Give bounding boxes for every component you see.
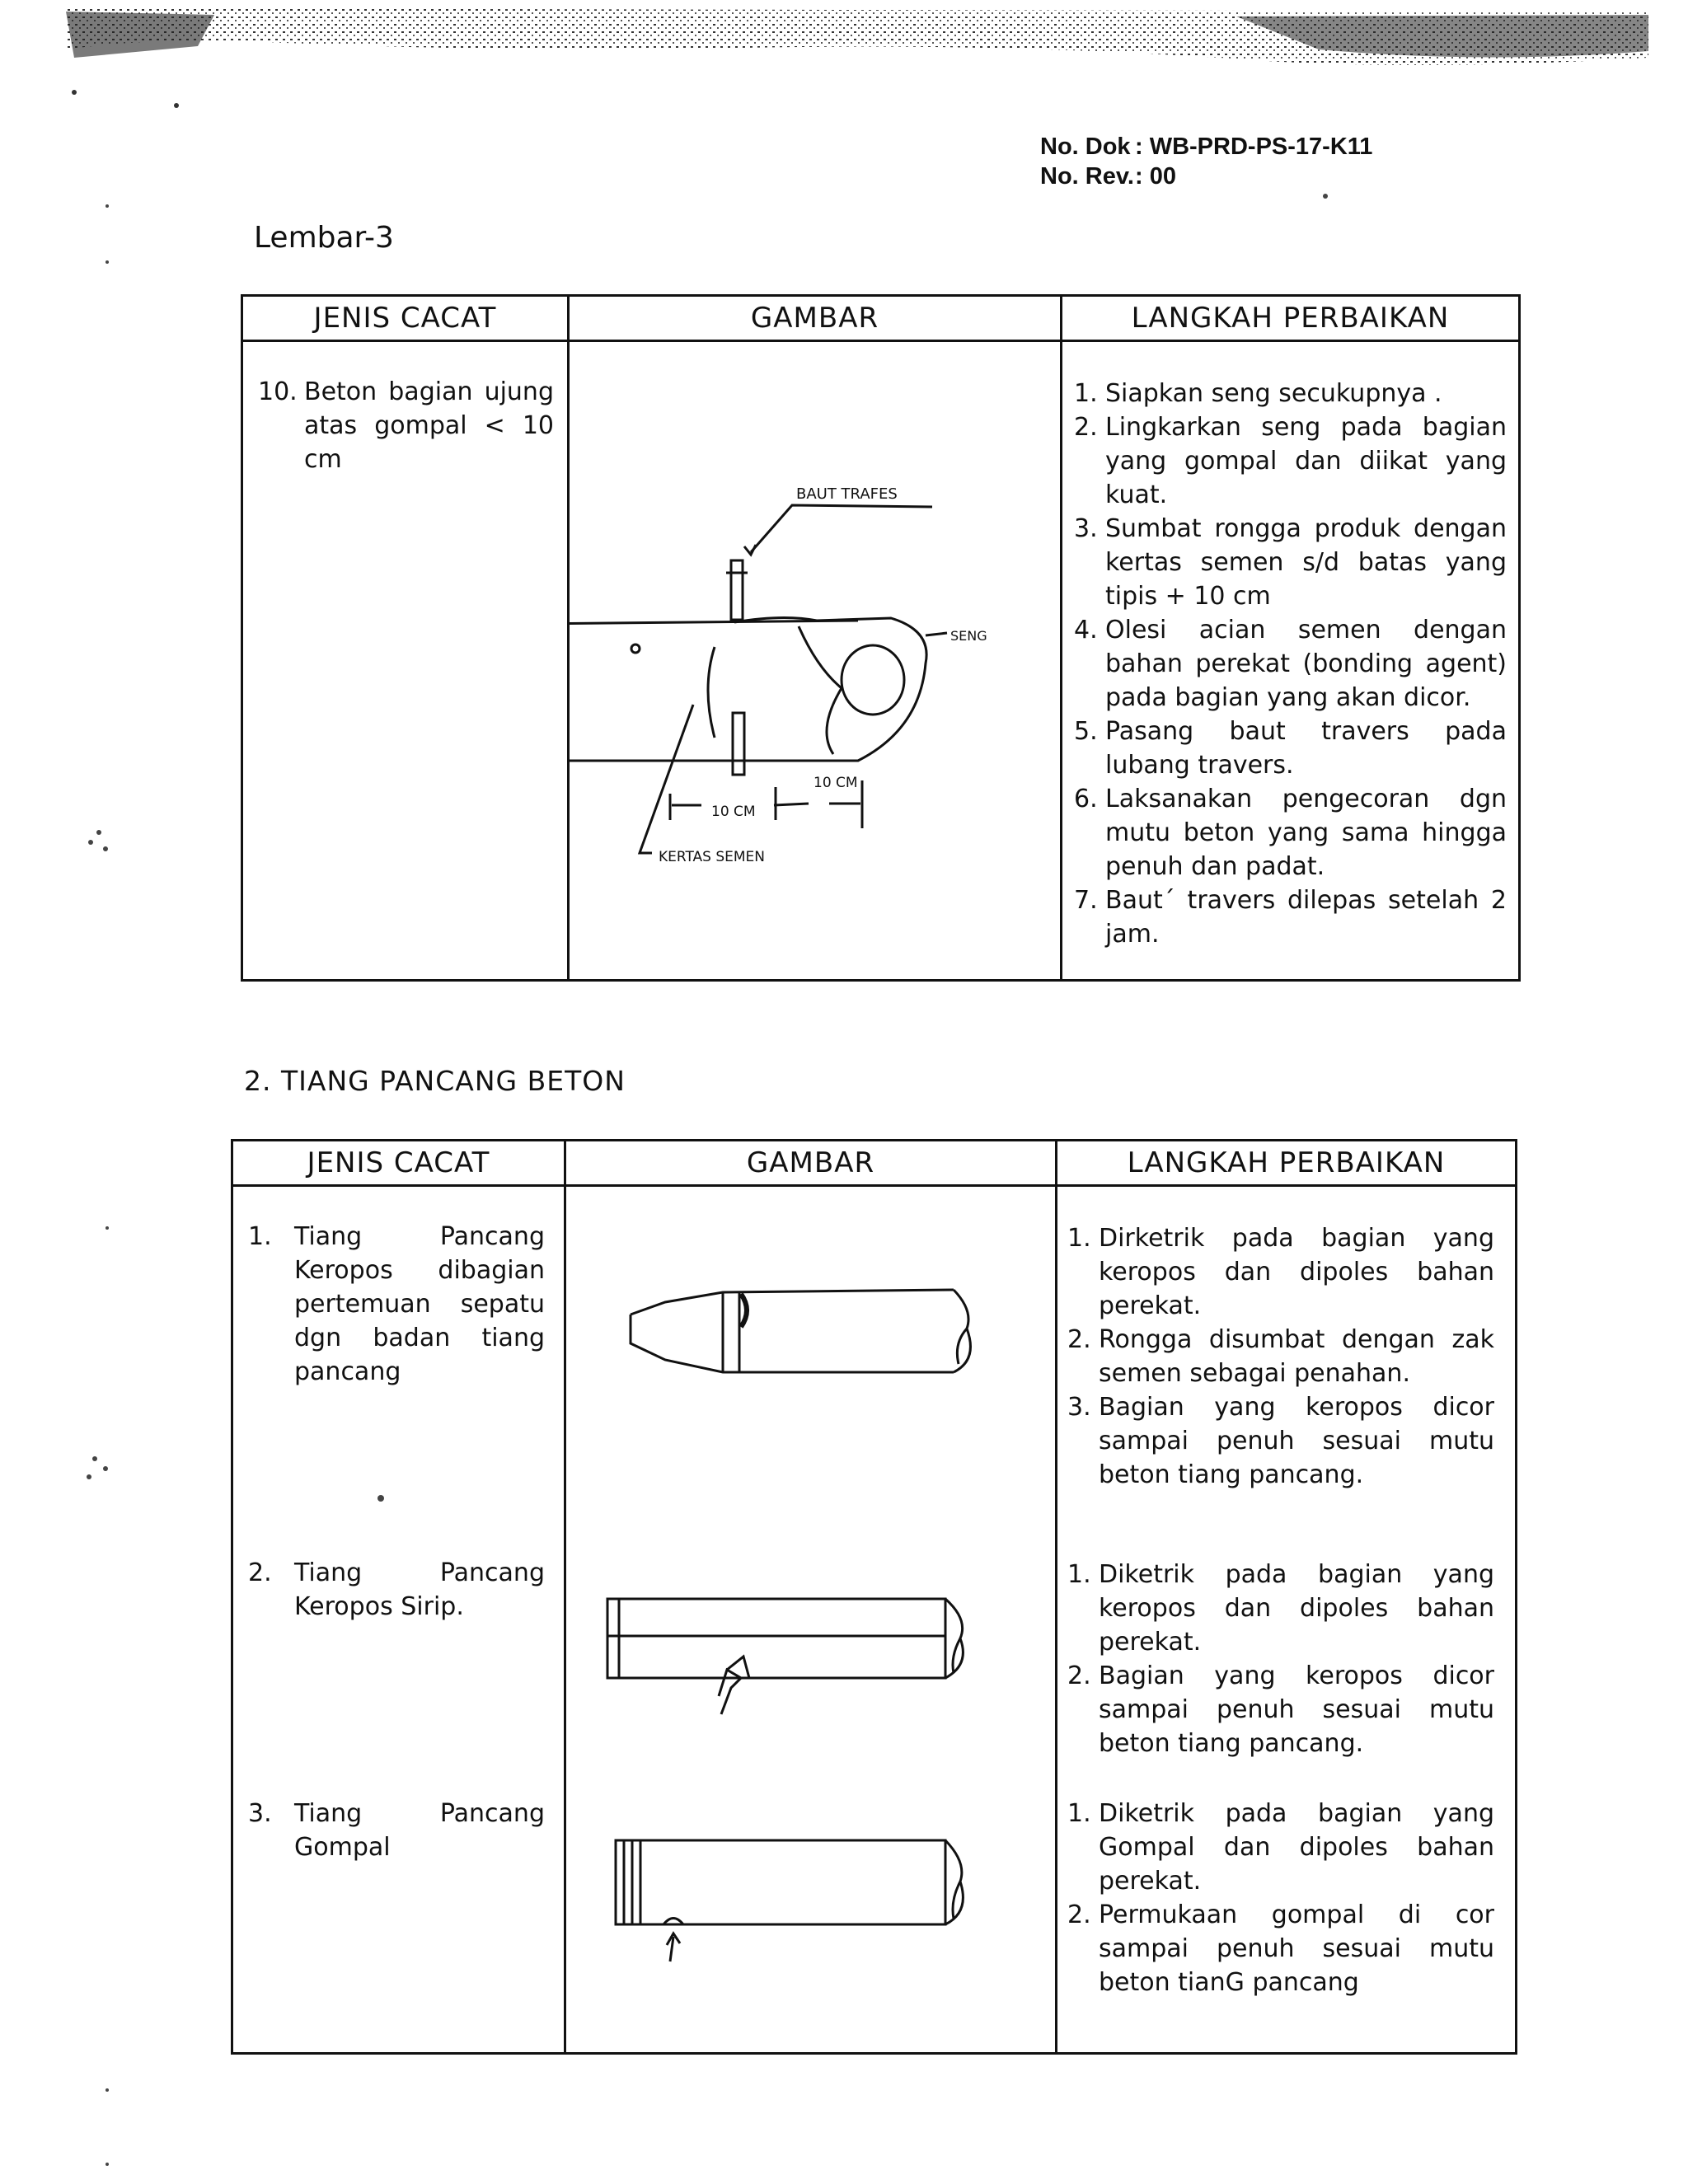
step-number: 1. bbox=[1067, 1560, 1091, 1589]
step-text: Diketrik pada bagian yang Gompal dan dipoles bahan perekat. bbox=[1099, 1799, 1494, 1896]
section-title: 2. TIANG PANCANG BETON bbox=[244, 1065, 626, 1097]
step-number: 2. bbox=[1067, 1325, 1091, 1354]
column-header-drawing: GAMBAR bbox=[569, 296, 1062, 341]
column-header-defect: JENIS CACAT bbox=[242, 296, 569, 341]
step-number: 2. bbox=[1067, 1661, 1091, 1690]
step-text: Pasang baut travers pada lubang travers. bbox=[1105, 717, 1507, 780]
step-text: Lingkarkan seng pada bagian yang gompal dan diikat yang kuat. bbox=[1105, 413, 1507, 509]
defect-text: Beton bagian ujung atas gompal < 10 cm bbox=[304, 377, 554, 474]
column-header-steps: LANGKAH PERBAIKAN bbox=[1062, 296, 1520, 341]
step-number: 6. bbox=[1074, 785, 1098, 813]
defect-number: 10. bbox=[258, 377, 298, 406]
step-text: Bagian yang keropos dicor sampai penuh sesuai mutu beton tiang pancang. bbox=[1099, 1393, 1494, 1489]
step-number: 3. bbox=[1074, 514, 1098, 543]
step-number: 2. bbox=[1074, 413, 1098, 442]
column-header-defect: JENIS CACAT bbox=[232, 1141, 565, 1186]
step-text: Dirketrik pada bagian yang keropos dan dipoles bahan perekat. bbox=[1099, 1224, 1494, 1320]
step-text: Rongga disumbat dengan zak semen sebagai penahan. bbox=[1099, 1325, 1494, 1388]
sheet-label: Lembar-3 bbox=[254, 221, 394, 255]
step-text: Permukaan gompal di cor sampai penuh sesuai mutu beton tianG pancang bbox=[1099, 1900, 1494, 1997]
step-text: Olesi acian semen dengan bahan perekat (bonding agent) pada bagian yang akan dicor. bbox=[1105, 616, 1507, 712]
step-number: 1. bbox=[1074, 379, 1098, 408]
step-number: 7. bbox=[1074, 886, 1098, 915]
defect-description: 1. Tiang Pancang Keropos dibagian pertemuan sepatu dgn badan tiang pancang bbox=[248, 1222, 545, 1386]
rev-label: No. Rev. bbox=[1040, 163, 1134, 190]
step-text: Laksanakan pengecoran dgn mutu beton yang sama hingga penuh dan padat. bbox=[1105, 785, 1507, 881]
defect-description: 3. Tiang Pancang Gompal bbox=[248, 1799, 545, 1862]
step-text: Siapkan seng secukupnya . bbox=[1105, 379, 1442, 408]
step-number: 1. bbox=[1067, 1224, 1091, 1253]
label-baut-trafes: BAUT TRAFES bbox=[796, 485, 898, 503]
column-header-drawing: GAMBAR bbox=[565, 1141, 1057, 1186]
step-text: Baut´ travers dilepas setelah 2 jam. bbox=[1105, 886, 1507, 949]
doc-no-value: : WB-PRD-PS-17-K11 bbox=[1135, 134, 1373, 160]
step-text: Sumbat rongga produk dengan kertas semen s/d batas yang tipis + 10 cm bbox=[1105, 514, 1507, 611]
label-seng: SENG bbox=[950, 628, 987, 644]
label-kertas-semen: KERTAS SEMEN bbox=[659, 849, 766, 865]
label-10cm-left: 10 CM bbox=[711, 804, 756, 820]
step-number: 3. bbox=[1067, 1393, 1091, 1422]
label-10cm-right: 10 CM bbox=[814, 775, 858, 791]
doc-no-label: No. Dok bbox=[1040, 134, 1131, 160]
step-number: 2. bbox=[1067, 1900, 1091, 1929]
step-number: 4. bbox=[1074, 616, 1098, 644]
defect-description: 2. Tiang Pancang Keropos Sirip. bbox=[248, 1558, 545, 1621]
step-text: Bagian yang keropos dicor sampai penuh sesuai mutu beton tiang pancang. bbox=[1099, 1661, 1494, 1758]
step-number: 5. bbox=[1074, 717, 1098, 746]
step-number: 1. bbox=[1067, 1799, 1091, 1828]
rev-value: : 00 bbox=[1135, 163, 1176, 190]
column-header-steps: LANGKAH PERBAIKAN bbox=[1057, 1141, 1517, 1186]
step-text: Diketrik pada bagian yang keropos dan dipoles bahan perekat. bbox=[1099, 1560, 1494, 1657]
